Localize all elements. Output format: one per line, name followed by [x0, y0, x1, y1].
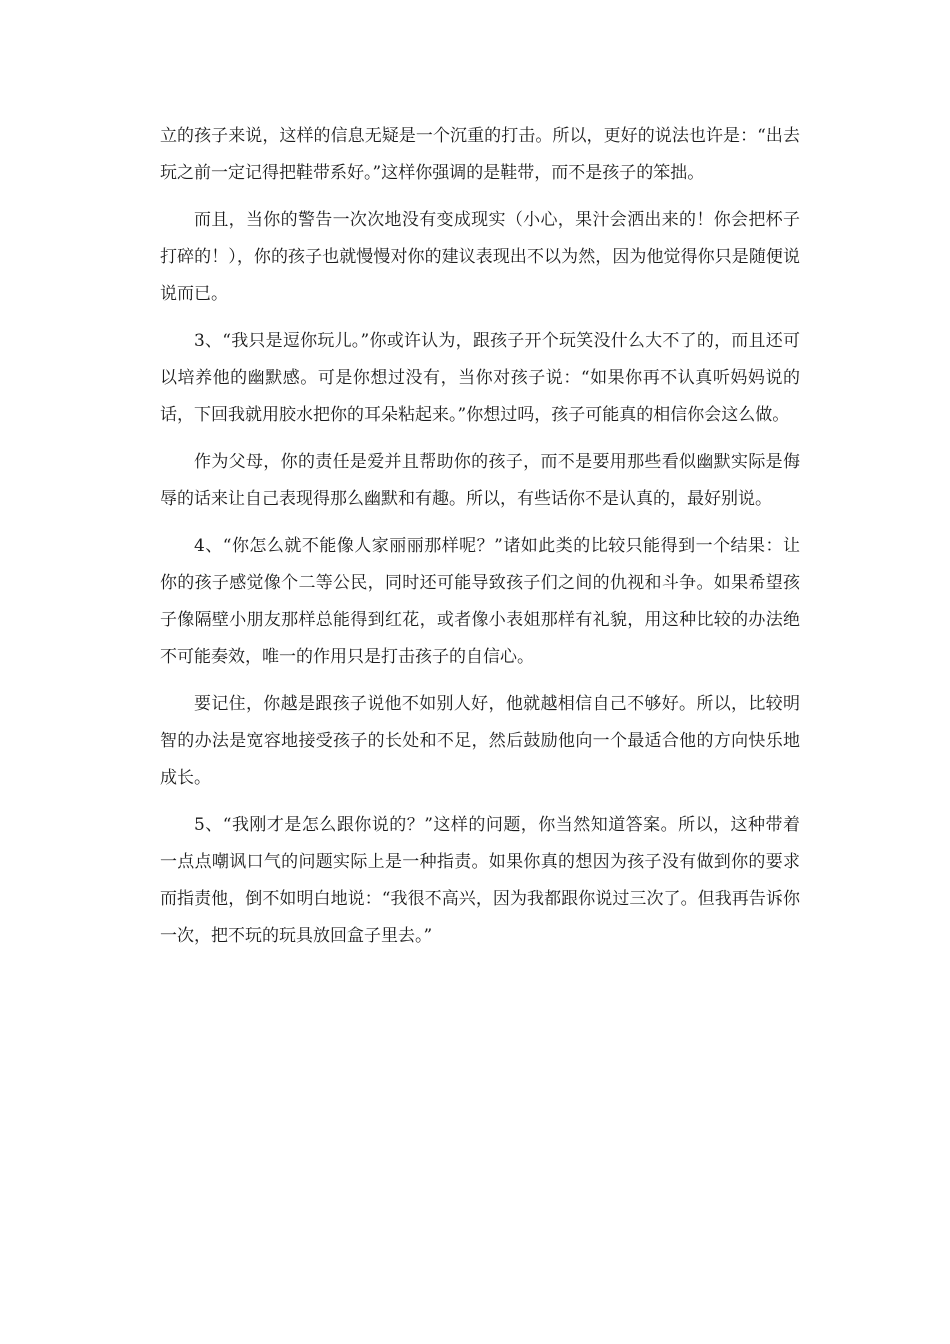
paragraph-4: 作为父母，你的责任是爱并且帮助你的孩子，而不是要用那些看似幽默实际是侮辱的话来让自己表现得那么幽默和有趣。所以，有些话你不是认真的，最好别说。 — [160, 452, 800, 509]
paragraph-6: 要记住，你越是跟孩子说他不如别人好，他就越相信自己不够好。所以，比较明智的办法是宽容地接受孩子的长处和不足，然后鼓励他向一个最适合他的方向快乐地成长。 — [160, 694, 800, 788]
document-body — [160, 118, 800, 965]
paragraph-7: 5、“我刚才是怎么跟你说的？”这样的问题，你当然知道答案。所以，这种带着一点点嘲讽口气的问题实际上是一种指责。如果你真的想因为孩子没有做到你的要求而指责他，倒不如明白地说：“我很不高兴，因为我都跟你说过三次了。但我再告诉你一次，把不玩的玩具放回盒子里去。” — [160, 815, 800, 946]
paragraph-2: 而且，当你的警告一次次地没有变成现实（小心，果汁会洒出来的！你会把杯子打碎的！），你的孩子也就慢慢对你的建议表现出不以为然，因为他觉得你只是随便说说而已。 — [160, 210, 800, 304]
paragraph-1: 立的孩子来说，这样的信息无疑是一个沉重的打击。所以，更好的说法也许是：“出去玩之前一定记得把鞋带系好。”这样你强调的是鞋带，而不是孩子的笨拙。 — [160, 126, 800, 183]
paragraph-3: 3、“我只是逗你玩儿。”你或许认为，跟孩子开个玩笑没什么大不了的，而且还可以培养他的幽默感。可是你想过没有，当你对孩子说：“如果你再不认真听妈妈说的话，下回我就用胶水把你的耳朵粘起来。”你想过吗，孩子可能真的相信你会这么做。 — [160, 331, 800, 425]
paragraph-5: 4、“你怎么就不能像人家丽丽那样呢？”诸如此类的比较只能得到一个结果：让你的孩子感觉像个二等公民，同时还可能导致孩子们之间的仇视和斗争。如果希望孩子像隔壁小朋友那样总能得到红花，或者像小表姐那样有礼貌，用这种比较的办法绝不可能奏效，唯一的作用只是打击孩子的自信心。 — [160, 536, 800, 667]
